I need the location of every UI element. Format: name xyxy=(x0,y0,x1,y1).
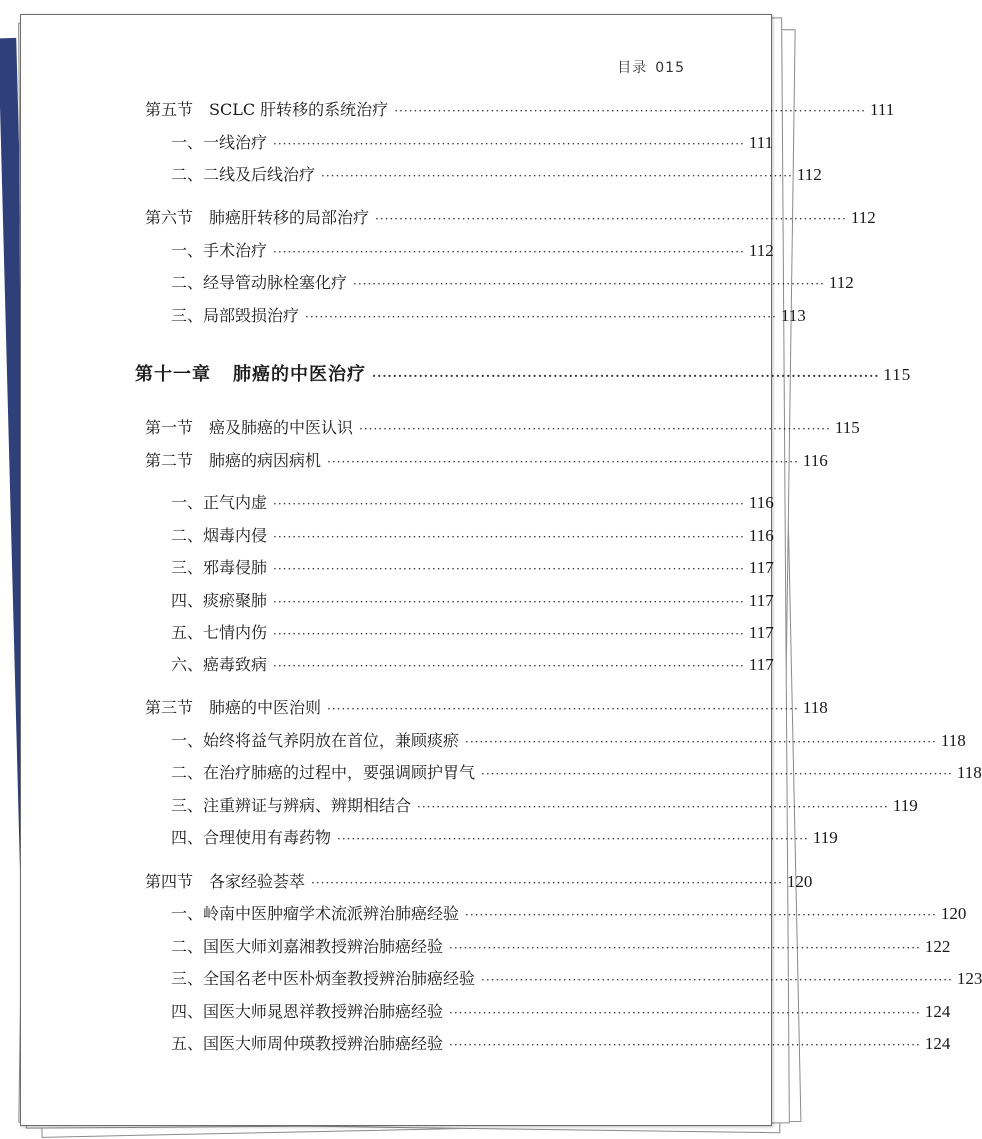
dot-leader: ·································································································· xyxy=(273,137,745,151)
toc-page-number: 116 xyxy=(748,526,774,545)
toc-item[interactable] xyxy=(171,133,774,154)
toc-entry-title xyxy=(171,241,267,261)
toc-entry-title xyxy=(145,451,321,471)
toc-item[interactable] xyxy=(171,273,854,294)
dot-leader: ·································································································· xyxy=(417,800,889,814)
toc-item[interactable] xyxy=(171,796,918,817)
dot-leader: ·································································································· xyxy=(465,908,937,922)
toc-entry-title xyxy=(171,526,267,546)
toc-page-number: 112 xyxy=(850,208,876,227)
dot-leader: ·································································································· xyxy=(394,104,867,118)
toc-entry-text: 肺癌的中医治则 xyxy=(209,698,322,717)
toc-page xyxy=(20,14,982,1126)
toc-entry-title xyxy=(171,623,267,643)
toc-page-number: 115 xyxy=(834,418,860,437)
toc-entry-title xyxy=(171,655,267,675)
toc-entry-label: 第四节 xyxy=(145,872,194,891)
toc-entry-text: 三、局部毁损治疗 xyxy=(171,306,300,325)
toc-entry-text: 二、在治疗肺癌的过程中，要强调顾护胃气 xyxy=(171,763,476,782)
toc-entry-title xyxy=(171,1034,443,1054)
running-head-label: 目录 xyxy=(617,60,648,76)
toc-entry-text: 四、合理使用有毒药物 xyxy=(171,828,332,847)
toc-entry-text: 三、注重辨证与辨病、辨期相结合 xyxy=(171,796,412,815)
toc-page-number: 113 xyxy=(780,306,806,325)
toc-page-number: 112 xyxy=(796,165,822,184)
dot-leader: ·································································································· xyxy=(273,659,745,673)
toc-entry-title xyxy=(145,418,353,438)
dot-leader: ·································································································· xyxy=(449,1038,921,1052)
dot-leader: ·································································································· xyxy=(273,562,745,576)
dot-leader: ·································································································· xyxy=(359,422,831,436)
toc-section[interactable] xyxy=(145,451,828,472)
toc-page-number: 124 xyxy=(924,1002,951,1021)
toc-item[interactable] xyxy=(171,937,951,958)
toc-entry-label: 第六节 xyxy=(145,208,194,227)
toc-item[interactable] xyxy=(171,493,774,514)
toc-entry-title xyxy=(171,937,443,957)
toc-item[interactable] xyxy=(171,828,838,849)
toc-entry-text: 五、七情内伤 xyxy=(171,623,268,642)
toc-page-number: 118 xyxy=(802,698,828,717)
toc-page-number: 124 xyxy=(924,1034,951,1053)
dot-leader: ·································································································· xyxy=(481,973,953,987)
toc-entry-label: 第二节 xyxy=(145,451,194,470)
toc-page-number: 117 xyxy=(748,655,774,674)
dot-leader: ·································································································· xyxy=(465,735,937,749)
toc-entry-text: 二、国医大师刘嘉湘教授辨治肺癌经验 xyxy=(171,937,444,956)
toc-entry-text: 一、始终将益气养阴放在首位，兼顾痰瘀 xyxy=(171,731,460,750)
toc-page-number: 112 xyxy=(748,241,774,260)
toc-entry-text: SCLC 肝转移的系统治疗 xyxy=(209,100,389,119)
toc-page-number: 122 xyxy=(924,937,951,956)
toc-entry-text: 四、国医大师晁恩祥教授辨治肺癌经验 xyxy=(171,1002,444,1021)
toc-entry-text: 二、经导管动脉栓塞化疗 xyxy=(171,273,348,292)
toc-entry-title xyxy=(171,969,475,989)
dot-leader: ·································································································· xyxy=(372,369,880,383)
toc-item[interactable] xyxy=(171,526,774,547)
dot-leader: ·································································································· xyxy=(337,832,809,846)
toc-entry-text: 一、手术治疗 xyxy=(171,241,268,260)
dot-leader: ·································································································· xyxy=(375,212,847,226)
toc-entry-text: 一、正气内虚 xyxy=(171,493,268,512)
toc-entry-text: 五、国医大师周仲瑛教授辨治肺癌经验 xyxy=(171,1034,444,1053)
toc-entry-label: 第三节 xyxy=(145,698,194,717)
toc-page-number: 117 xyxy=(748,591,774,610)
toc-entry-text: 一、一线治疗 xyxy=(171,133,268,152)
dot-leader: ·································································································· xyxy=(273,627,745,641)
dot-leader: ·································································································· xyxy=(305,310,777,324)
toc-item[interactable] xyxy=(171,306,806,327)
toc-entry-text: 肺癌肝转移的局部治疗 xyxy=(209,208,370,227)
toc-entry-text: 各家经验荟萃 xyxy=(209,872,306,891)
toc-entry-title xyxy=(171,591,267,611)
dot-leader: ·································································································· xyxy=(311,876,783,890)
toc-page-number: 120 xyxy=(940,904,967,923)
toc-page-number: 123 xyxy=(956,969,982,988)
toc-page-number: 112 xyxy=(828,273,854,292)
toc-entry-title xyxy=(171,731,459,751)
toc-entry-title xyxy=(171,133,267,153)
toc-item[interactable] xyxy=(171,241,774,262)
toc-entry-text: 一、岭南中医肿瘤学术流派辨治肺癌经验 xyxy=(171,904,460,923)
dot-leader: ·································································································· xyxy=(273,595,745,609)
toc-entry-text: 三、邪毒侵肺 xyxy=(171,558,268,577)
toc-entry-label: 第一节 xyxy=(145,418,194,437)
toc-item[interactable] xyxy=(171,904,967,925)
dot-leader: ·································································································· xyxy=(481,767,953,781)
toc-page-number: 120 xyxy=(786,872,813,891)
toc-section[interactable] xyxy=(145,100,895,121)
toc-entry-text: 四、痰瘀聚肺 xyxy=(171,591,268,610)
toc-page-number: 115 xyxy=(883,365,912,384)
dot-leader: ·································································································· xyxy=(353,277,825,291)
toc-entry-title xyxy=(135,365,366,385)
toc-entry-title xyxy=(145,208,369,228)
toc-item[interactable] xyxy=(171,558,774,579)
toc-item[interactable] xyxy=(171,591,774,612)
toc-item[interactable] xyxy=(171,165,822,186)
dot-leader: ·································································································· xyxy=(273,497,745,511)
toc-page-number: 119 xyxy=(892,796,918,815)
toc-entry-title xyxy=(171,273,347,293)
toc-entry-title xyxy=(145,872,305,892)
dot-leader: ·································································································· xyxy=(327,455,799,469)
toc-page-number: 117 xyxy=(748,558,774,577)
toc-item[interactable] xyxy=(171,763,982,784)
toc-page-number: 116 xyxy=(748,493,774,512)
toc-entry-text: 二、烟毒内侵 xyxy=(171,526,268,545)
toc-item[interactable] xyxy=(171,969,982,990)
toc-entry-title xyxy=(171,828,331,848)
toc-entry-title xyxy=(171,763,475,783)
toc-item[interactable] xyxy=(171,731,966,752)
toc-entry-title xyxy=(171,165,315,185)
toc-entry-title xyxy=(171,904,459,924)
toc-item[interactable] xyxy=(171,1034,951,1055)
toc-entry-title xyxy=(171,1002,443,1022)
dot-leader: ·································································································· xyxy=(449,1006,921,1020)
dot-leader: ·································································································· xyxy=(449,941,921,955)
toc-entry-text: 三、全国名老中医朴炳奎教授辨治肺癌经验 xyxy=(171,969,476,988)
toc-section[interactable] xyxy=(145,418,860,439)
dot-leader: ·································································································· xyxy=(321,169,793,183)
toc-entry-text: 癌及肺癌的中医认识 xyxy=(209,418,354,437)
toc-page-number: 116 xyxy=(802,451,828,470)
dot-leader: ·································································································· xyxy=(273,245,745,259)
toc-page-number: 117 xyxy=(748,623,774,642)
toc-entry-title xyxy=(145,100,388,120)
table-of-contents xyxy=(21,15,982,1125)
toc-entry-title xyxy=(171,306,299,326)
toc-page-number: 118 xyxy=(940,731,966,750)
running-head-page: 015 xyxy=(655,60,685,76)
toc-item[interactable] xyxy=(171,1002,951,1023)
toc-entry-text: 肺癌的病因病机 xyxy=(209,451,322,470)
toc-item[interactable] xyxy=(171,655,774,676)
toc-entry-title xyxy=(171,558,267,578)
toc-section[interactable] xyxy=(145,208,876,229)
toc-entry-text: 肺癌的中医治疗 xyxy=(233,364,366,385)
toc-section[interactable] xyxy=(145,698,828,719)
toc-item[interactable] xyxy=(171,623,774,644)
toc-page-number: 111 xyxy=(870,100,895,119)
toc-page-number: 119 xyxy=(812,828,838,847)
toc-entry-label: 第五节 xyxy=(145,100,194,119)
dot-leader: ·································································································· xyxy=(327,702,799,716)
toc-entry-title xyxy=(171,493,267,513)
toc-page-number: 111 xyxy=(748,133,774,152)
toc-page-number: 118 xyxy=(956,763,982,782)
dot-leader: ·································································································· xyxy=(273,530,745,544)
toc-entry-title xyxy=(145,698,321,718)
toc-section[interactable] xyxy=(145,872,813,893)
toc-entry-title xyxy=(171,796,411,816)
toc-entry-text: 六、癌毒致病 xyxy=(171,655,268,674)
toc-entry-label: 第十一章 xyxy=(135,364,211,385)
toc-chapter[interactable] xyxy=(135,364,912,386)
toc-entry-text: 二、二线及后线治疗 xyxy=(171,165,316,184)
